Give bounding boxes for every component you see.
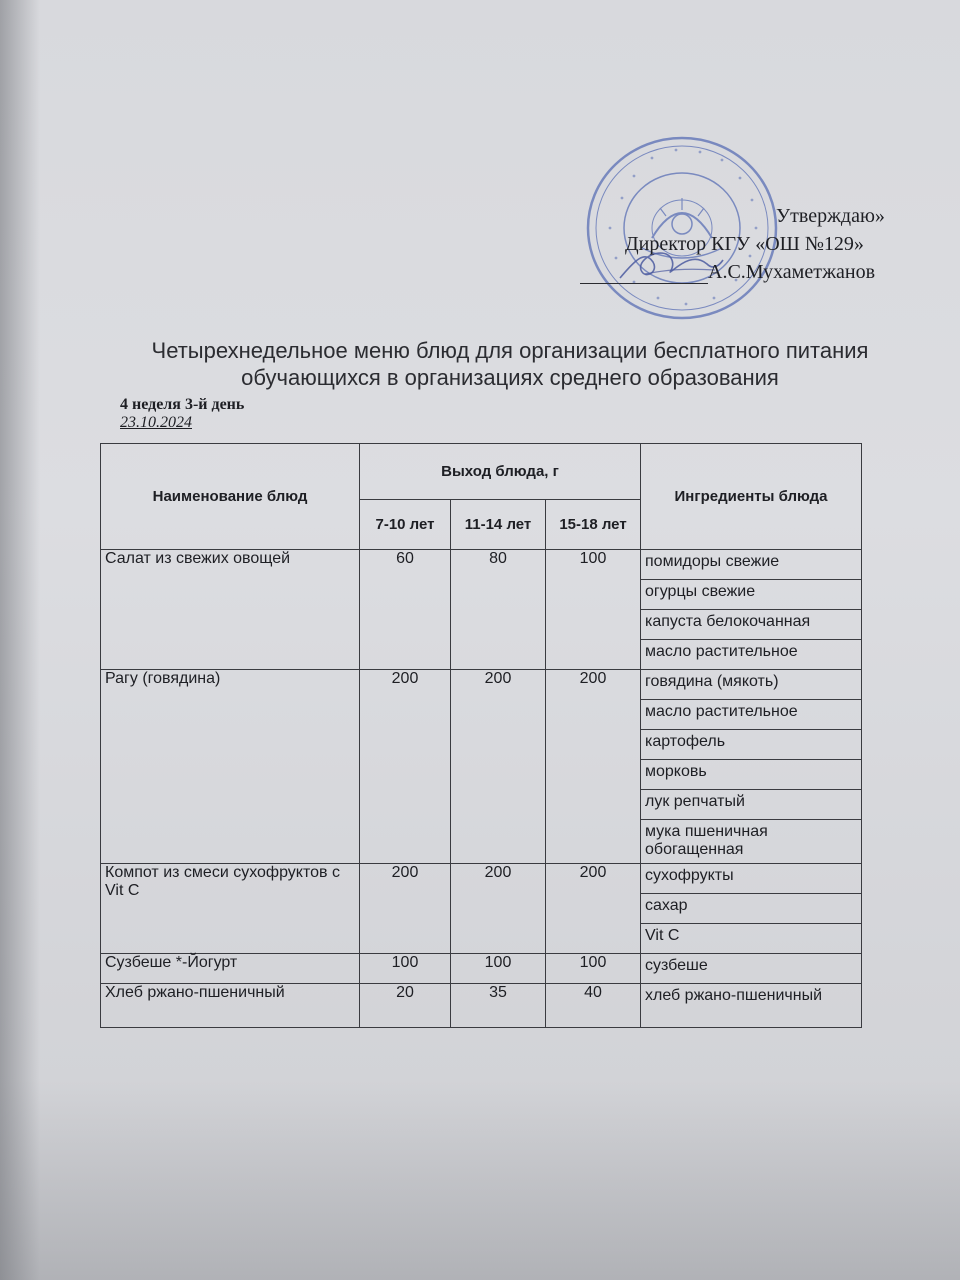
- output-15-18: 100: [546, 954, 641, 984]
- title-line-2: обучающихся в организациях среднего образования: [241, 365, 779, 390]
- page-shadow-bottom: [0, 1080, 960, 1280]
- menu-date: 23.10.2024: [120, 414, 192, 431]
- output-11-14: 35: [451, 984, 546, 1028]
- ingredient-cell: масло растительное: [641, 700, 862, 730]
- dish-name: Хлеб ржано-пшеничный: [101, 984, 360, 1028]
- ingredient-cell: говядина (мякоть): [641, 670, 862, 700]
- header-output: Выход блюда, г: [360, 444, 641, 500]
- ingredient-cell: хлеб ржано-пшеничный: [641, 984, 862, 1028]
- output-7-10: 100: [360, 954, 451, 984]
- approval-line-3: А.С.Мухаметжанов: [708, 261, 876, 283]
- output-7-10: 200: [360, 670, 451, 864]
- output-7-10: 200: [360, 864, 451, 954]
- menu-body: [101, 550, 862, 1028]
- output-7-10: 20: [360, 984, 451, 1028]
- ingredient-cell: мука пшеничная обогащенная: [641, 820, 862, 864]
- table-row: [101, 670, 862, 700]
- approval-line-1: Утверждаю»: [776, 205, 885, 227]
- week-label: 4 неделя 3-й день: [120, 396, 245, 413]
- dish-name: Компот из смеси сухофруктов с Vit C: [101, 864, 360, 954]
- ingredient-cell: морковь: [641, 760, 862, 790]
- dish-name: Рагу (говядина): [101, 670, 360, 864]
- output-11-14: 200: [451, 670, 546, 864]
- document-title: [100, 337, 920, 391]
- output-11-14: 80: [451, 550, 546, 670]
- ingredient-cell: лук репчатый: [641, 790, 862, 820]
- table-row: [101, 984, 862, 1028]
- table-row: [101, 954, 862, 984]
- output-15-18: 200: [546, 864, 641, 954]
- output-7-10: 60: [360, 550, 451, 670]
- header-dish-name: Наименование блюд: [101, 444, 360, 550]
- ingredient-cell: картофель: [641, 730, 862, 760]
- official-stamp: [582, 128, 782, 328]
- header-age-7-10: 7-10 лет: [360, 500, 451, 550]
- dish-name: Сузбеше *-Йогурт: [101, 954, 360, 984]
- ingredient-cell: Vit C: [641, 924, 862, 954]
- header-age-15-18: 15-18 лет: [546, 500, 641, 550]
- title-line-1: Четырехнедельное меню блюд для организации бесплатного питания: [151, 338, 869, 363]
- header-age-11-14: 11-14 лет: [451, 500, 546, 550]
- output-15-18: 40: [546, 984, 641, 1028]
- table-row: [101, 864, 862, 894]
- ingredient-cell: помидоры свежие: [641, 550, 862, 580]
- approval-line-2: Директор КГУ «ОШ №129»: [625, 233, 864, 255]
- table-row: [101, 550, 862, 580]
- ingredient-cell: капуста белокочанная: [641, 610, 862, 640]
- output-11-14: 200: [451, 864, 546, 954]
- ingredient-cell: огурцы свежие: [641, 580, 862, 610]
- output-15-18: 200: [546, 670, 641, 864]
- ingredient-cell: сахар: [641, 894, 862, 924]
- dish-name: Салат из свежих овощей: [101, 550, 360, 670]
- ingredient-cell: сузбеше: [641, 954, 862, 984]
- ingredient-cell: масло растительное: [641, 640, 862, 670]
- output-15-18: 100: [546, 550, 641, 670]
- ingredient-cell: сухофрукты: [641, 864, 862, 894]
- signature-line: [580, 283, 708, 284]
- output-11-14: 100: [451, 954, 546, 984]
- header-ingredients: Ингредиенты блюда: [641, 444, 862, 550]
- menu-table: [100, 443, 862, 1028]
